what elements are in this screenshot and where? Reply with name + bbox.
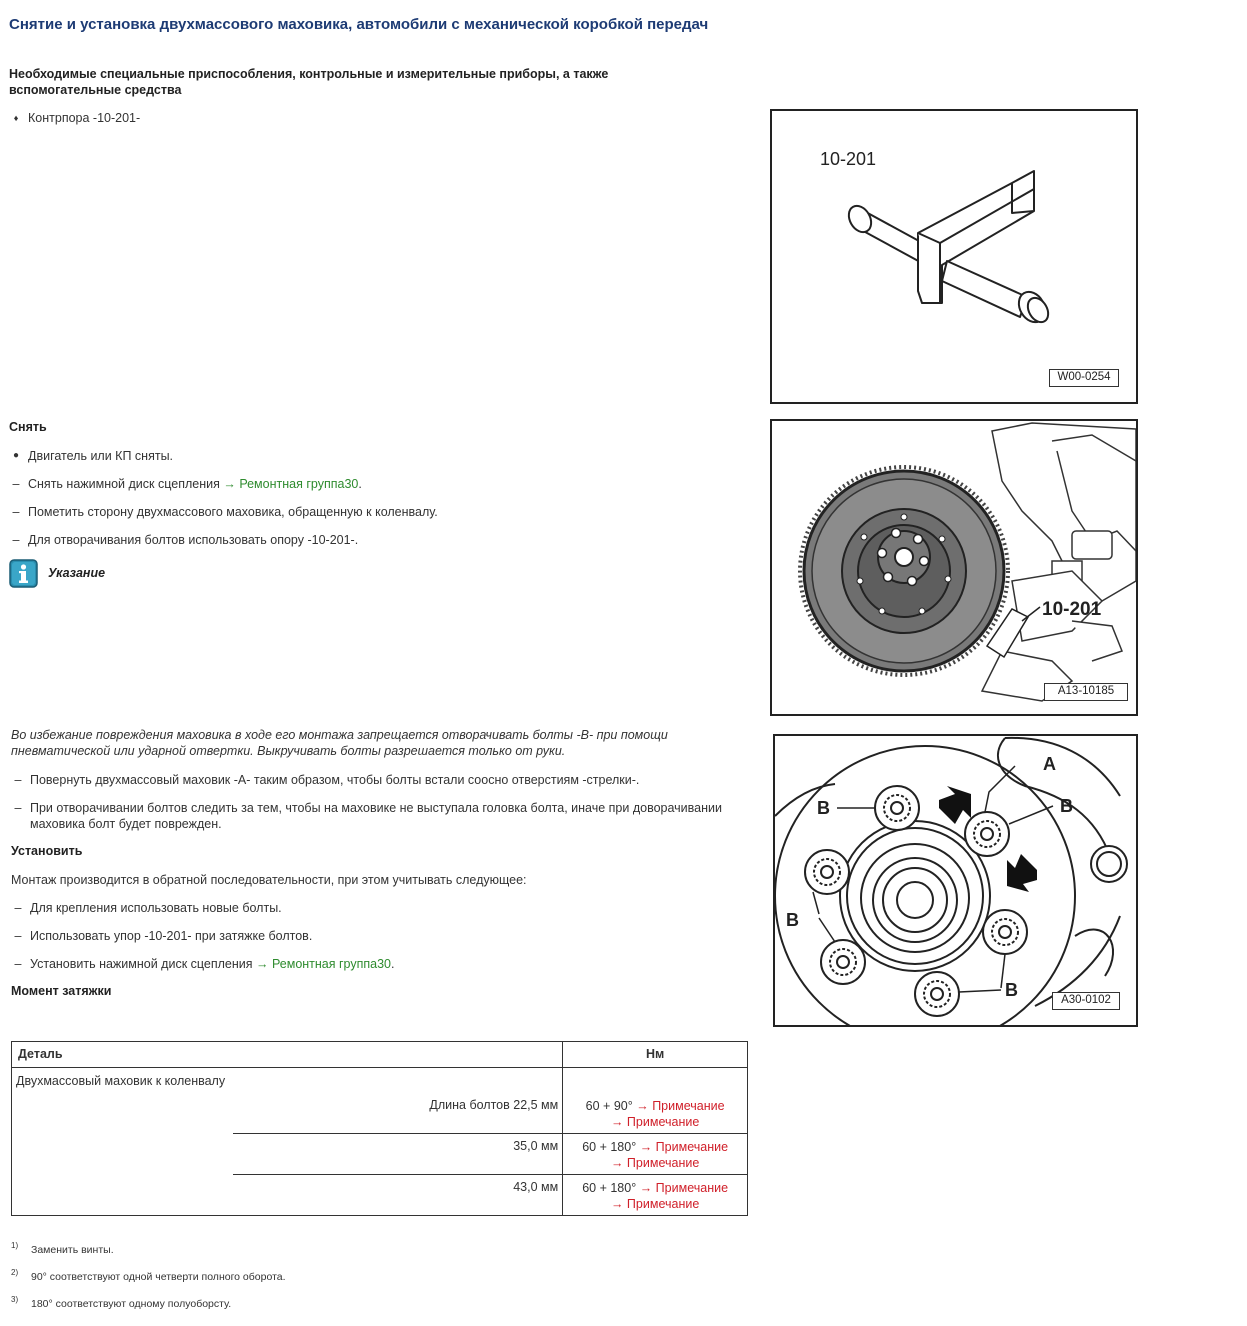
figure-flywheel-holder [770,419,1138,716]
remove-step: – Снять нажимной диск сцепления → Ремонтная группа30. [12,477,362,491]
install-intro: Монтаж производится в обратной последовательности, при этом учитывать следующее: [11,873,527,887]
note-link[interactable]: → Примечание [610,1197,700,1211]
page-title: Снятие и установка двухмассового маховика, автомобили с механической коробкой передач [9,16,709,33]
part-name: Двухмассовый маховик к коленвалу [16,1074,226,1088]
repair-group-link[interactable]: → Ремонтная группа30 [223,477,359,491]
tool-label: 10-201 [820,149,877,169]
bolt-length: 35,0 мм [513,1139,559,1153]
note-link[interactable]: → Примечание [639,1181,729,1195]
remove-step: – При отворачивании болтов следить за тем, чтобы на маховике не выступала головка болта, иначе при доворачивании маховика болт будет поврежден. [14,801,722,831]
bolts-drawing [775,736,1136,1025]
bolt-length: Длина болтов 22,5 мм [429,1098,559,1112]
figure-flywheel-bolts [773,734,1138,1027]
note-link[interactable]: → Примечание [636,1099,725,1113]
repair-group-link[interactable]: → Ремонтная группа30 [256,957,392,971]
bolt-length: 43,0 мм [513,1180,559,1194]
install-heading: Установить [11,844,83,858]
footnote: 1) Заменить винты. [11,1241,114,1256]
note-link[interactable]: → Примечание [610,1115,700,1129]
col-nm-header: Нм [563,1042,748,1068]
torque-value: 60 + 180° → Примечание → Примечание [582,1140,729,1170]
note-link[interactable]: → Примечание [639,1140,729,1154]
figure-code: A13-10185 [1044,683,1128,701]
tools-heading: Необходимые специальные приспособления, контрольные и измерительные приборы, а также вспомогательные средства [9,67,609,97]
nm-cell [563,1068,748,1216]
figure-code: W00-0254 [1049,369,1119,387]
install-step: – Использовать упор -10-201- при затяжке болтов. [14,929,313,943]
install-step: – Установить нажимной диск сцепления → Ремонтная группа30. [14,957,395,971]
row-divider [563,1174,747,1175]
note-text: Во избежание повреждения маховика в ходе его монтажа запрещается отворачивать болты -B- при помощи пневматической или ударной отвертки. Выкручивать болты разрешается только от руки. [11,728,668,758]
torque-heading: Момент затяжки [11,984,112,998]
info-icon [9,559,38,588]
tool-item-text: Контрпора -10-201- [28,111,141,125]
row-divider [233,1133,562,1134]
tool-item: ♦ Контрпора -10-201- [9,110,749,126]
flywheel-drawing [772,421,1136,714]
label-b: B [786,910,799,930]
label-b: B [1060,796,1073,816]
remove-step: – Повернуть двухмассовый маховик -A- таким образом, чтобы болты встали соосно отверстиям -стрелки-. [14,773,640,787]
figure-code: A30-0102 [1052,992,1120,1010]
part-cell [12,1068,563,1216]
install-step: – Для крепления использовать новые болты. [14,901,282,915]
label-b: B [1005,980,1018,1000]
remove-step: – Для отворачивания болтов использовать опору -10-201-. [12,533,359,547]
remove-step: ● Двигатель или КП сняты. [12,449,174,463]
footnote: 2) 90° соответствуют одной четверти полного оборота. [11,1268,286,1283]
footnote: 3) 180° соответствуют одному полуоборсту. [11,1295,232,1310]
note-label: Указание [48,566,106,580]
row-divider [563,1133,747,1134]
torque-table [11,1041,748,1216]
remove-heading: Снять [9,420,47,434]
figure-tool-10-201 [770,109,1138,404]
label-a: A [1043,754,1056,774]
row-divider [233,1174,562,1175]
remove-step: – Пометить сторону двухмассового маховика, обращенную к коленвалу. [12,505,438,519]
label-b: B [817,798,830,818]
torque-value: 60 + 90° → Примечание → Примечание [585,1099,725,1129]
torque-value: 60 + 180° → Примечание → Примечание [582,1181,729,1211]
tool-label: 10-201 [1042,599,1102,620]
note-link[interactable]: → Примечание [610,1156,700,1170]
col-part-header: Деталь [12,1042,563,1068]
